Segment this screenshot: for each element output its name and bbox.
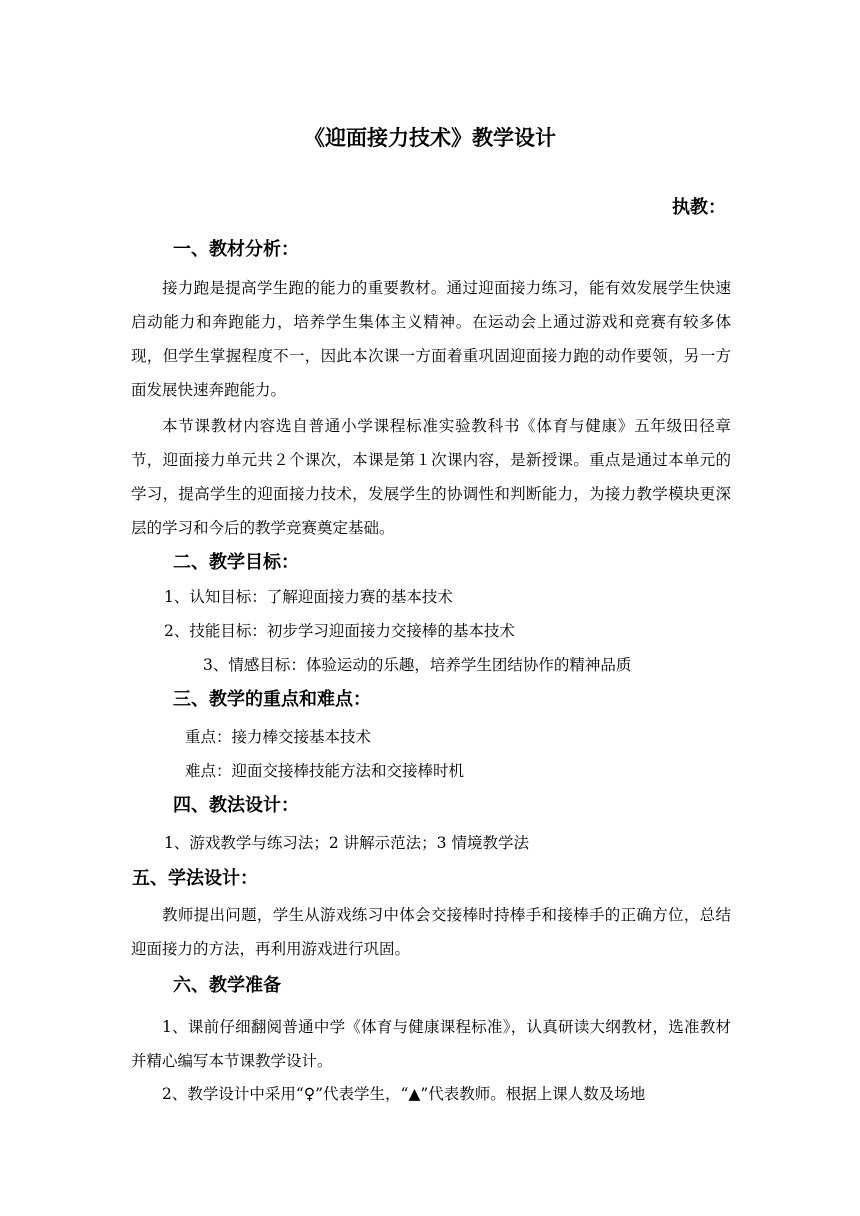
key-point-item: 重点：接力棒交接基本技术 — [185, 728, 372, 746]
paragraph-learning-methods: 教师提出问题，学生从游戏练习中体会交接棒时持棒手和接棒手的正确方位，总结迎面接力的方法，再利用游戏进行巩固。 — [131, 906, 731, 958]
section-heading-learning-methods: 五、学法设计： — [132, 868, 258, 889]
section-heading-textbook-analysis: 一、教材分析： — [173, 239, 299, 260]
teacher-label: 执教： — [672, 197, 726, 218]
paragraph-preparation-1: 1、课前仔细翻阅普通中学《体育与健康课程标准》，认真研读大纲教材，选准教材并精心编写本节课教学设计。 — [131, 1018, 731, 1070]
key-point-item: 难点：迎面交接棒技能方法和交接棒时机 — [185, 762, 465, 780]
objective-item: 3、情感目标：体验运动的乐趣，培养学生团结协作的精神品质 — [203, 656, 632, 674]
section-heading-key-points: 三、教学的重点和难点： — [173, 689, 371, 710]
paragraph-preparation-2: 2、教学设计中采用“♀”代表学生，“▲”代表教师。根据上课人数及场地 — [162, 1085, 646, 1103]
objective-item: 2、技能目标：初步学习迎面接力交接棒的基本技术 — [164, 622, 515, 640]
paragraph-textbook-analysis-2: 本节课教材内容选自普通小学课程标准实验教科书《体育与健康》五年级田径章节，迎面接力单元共２个课次，本课是第１次课内容，是新授课。重点是通过本单元的学习，提高学生的迎面接力技术，发展学生的协调性和判断能力，为接力教学模块更深层的学习和今后的教学竞赛奠定基础。 — [131, 417, 731, 537]
document-title: 《迎面接力技术》教学设计 — [304, 126, 556, 150]
paragraph-textbook-analysis-1: 接力跑是提高学生跑的能力的重要教材。通过迎面接力练习，能有效发展学生快速启动能力和奔跑能力，培养学生集体主义精神。在运动会上通过游戏和竞赛有较多体现，但学生掌握程度不一，因此本次课一方面着重巩固迎面接力跑的动作要领，另一方面发展快速奔跑能力。 — [131, 279, 731, 399]
objective-item: 1、认知目标：了解迎面接力赛的基本技术 — [164, 588, 453, 606]
section-heading-teaching-preparation: 六、教学准备 — [173, 975, 281, 996]
teaching-method-item: 1、游戏教学与练习法；2 讲解示范法；3 情境教学法 — [164, 834, 529, 852]
section-heading-teaching-methods: 四、教法设计： — [173, 795, 299, 816]
section-heading-teaching-objectives: 二、教学目标： — [173, 552, 299, 573]
